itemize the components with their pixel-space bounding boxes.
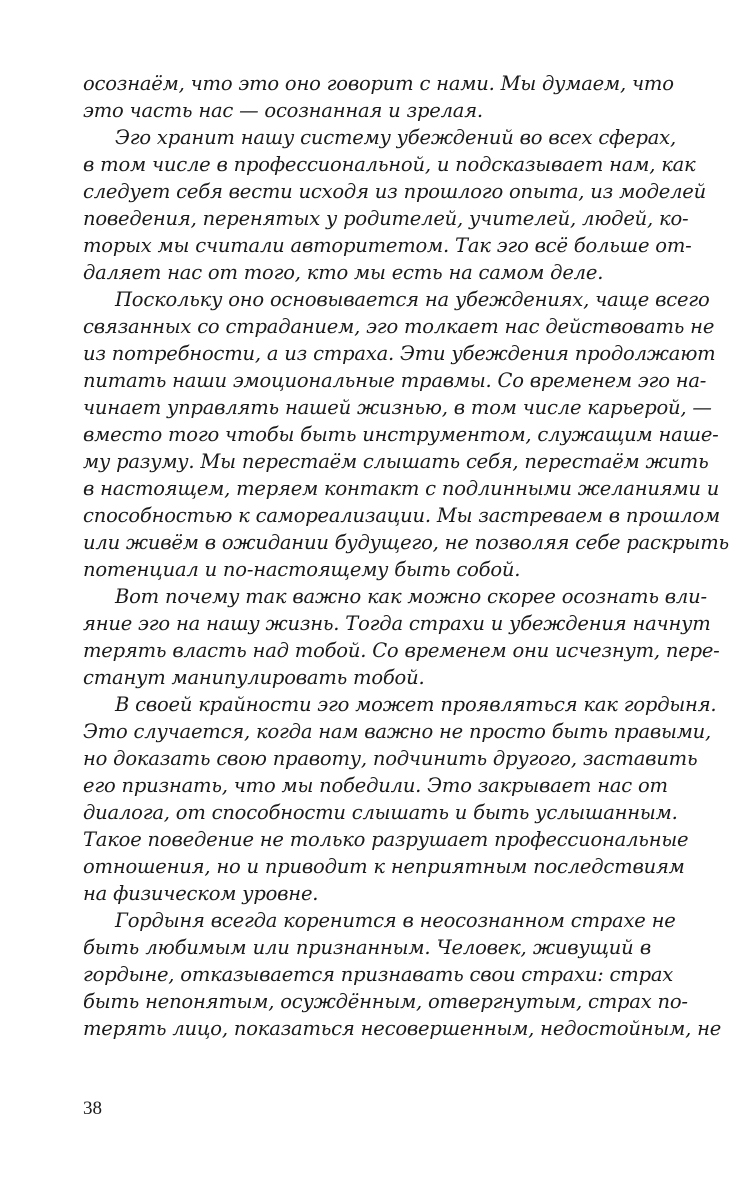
paragraph <box>83 691 717 907</box>
text-line: поведения, перенятых у родителей, учителей, людей, ко- <box>83 207 689 230</box>
text-line: му разуму. Мы перестаём слышать себя, перестаём жить <box>83 450 709 473</box>
text-line: даляет нас от того, кто мы есть на самом деле. <box>83 261 604 284</box>
text-line: В своей крайности эго может проявляться как гордыня. <box>115 693 717 716</box>
text-line: быть любимым или признанным. Человек, живущий в <box>83 936 651 959</box>
text-line: осознаём, что это оно говорит с нами. Мы думаем, что <box>83 72 674 95</box>
paragraph <box>83 286 729 583</box>
paragraph <box>83 583 720 691</box>
book-page-body <box>83 70 729 1042</box>
text-line: Такое поведение не только разрушает профессиональные <box>83 828 689 851</box>
page-number: 38 <box>83 1098 102 1119</box>
text-line: терять власть над тобой. Со временем они исчезнут, пере- <box>83 639 720 662</box>
paragraph <box>83 124 706 286</box>
text-line: его признать, что мы победили. Это закрывает нас от <box>83 774 668 797</box>
text-line: чинает управлять нашей жизнью, в том числе карьерой, — <box>83 396 712 419</box>
paragraph <box>83 907 722 1042</box>
text-line: терять лицо, показаться несовершенным, недостойным, не <box>83 1017 722 1040</box>
text-line: диалога, от способности слышать и быть услышанным. <box>83 801 678 824</box>
text-line: следует себя вести исходя из прошлого опыта, из моделей <box>83 180 706 203</box>
paragraph <box>83 70 674 124</box>
text-line: Поскольку оно основывается на убеждениях, чаще всего <box>115 288 710 311</box>
text-line: из потребности, а из страха. Эти убеждения продолжают <box>83 342 716 365</box>
text-line: Это случается, когда нам важно не просто быть правыми, <box>83 720 712 743</box>
text-line: или живём в ожидании будущего, не позволяя себе раскрыть <box>83 531 729 554</box>
text-line: гордыне, отказывается признавать свои страхи: страх <box>83 963 674 986</box>
text-line: это часть нас — осознанная и зрелая. <box>83 99 483 122</box>
text-line: яние эго на нашу жизнь. Тогда страхи и убеждения начнут <box>83 612 711 635</box>
text-line: вместо того чтобы быть инструментом, служащим наше- <box>83 423 719 446</box>
text-line: способностью к самореализации. Мы застреваем в прошлом <box>83 504 721 527</box>
text-line: но доказать свою правоту, подчинить другого, заставить <box>83 747 698 770</box>
text-line: отношения, но и приводит к неприятным последствиям <box>83 855 685 878</box>
text-line: Гордыня всегда коренится в неосознанном страхе не <box>115 909 676 932</box>
text-line: потенциал и по-настоящему быть собой. <box>83 558 521 581</box>
text-line: станут манипулировать тобой. <box>83 666 425 689</box>
text-line: на физическом уровне. <box>83 882 319 905</box>
text-line: быть непонятым, осуждённым, отвергнутым, страх по- <box>83 990 688 1013</box>
text-line: в настоящем, теряем контакт с подлинными желаниями и <box>83 477 720 500</box>
text-line: торых мы считали авторитетом. Так эго всё больше от- <box>83 234 692 257</box>
text-line: связанных со страданием, эго толкает нас действовать не <box>83 315 715 338</box>
text-line: питать наши эмоциональные травмы. Со временем эго на- <box>83 369 707 392</box>
text-line: в том числе в профессиональной, и подсказывает нам, как <box>83 153 696 176</box>
text-line: Вот почему так важно как можно скорее осознать вли- <box>115 585 707 608</box>
text-line: Эго хранит нашу систему убеждений во всех сферах, <box>115 126 676 149</box>
